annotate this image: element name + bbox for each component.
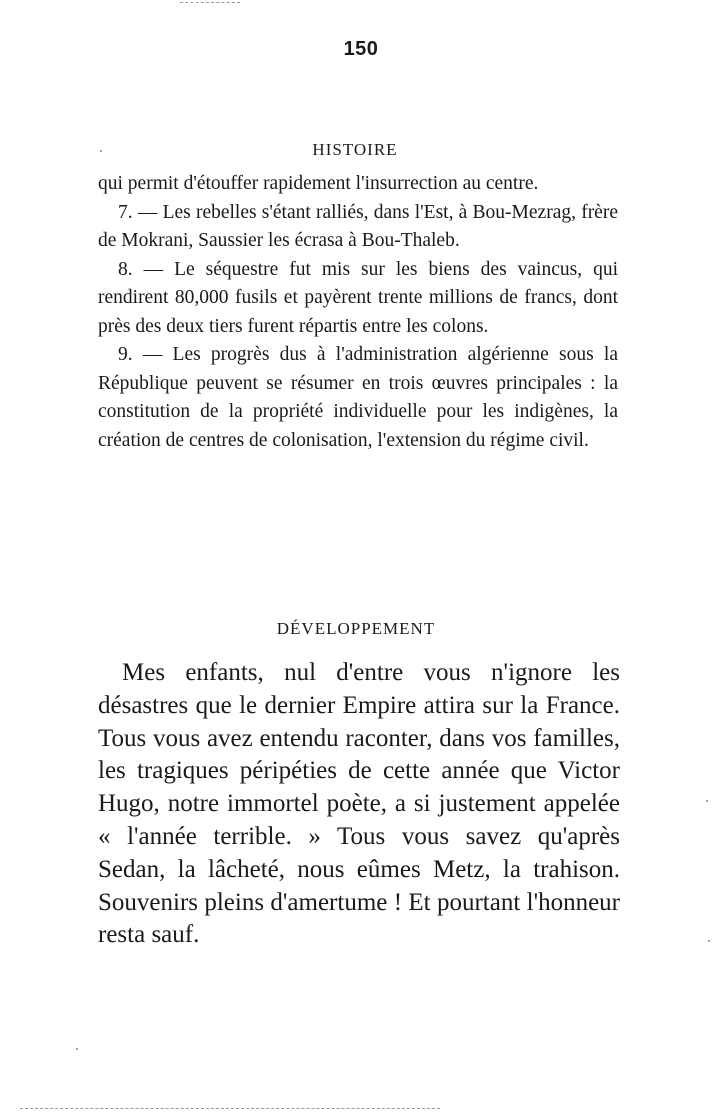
scan-speck bbox=[76, 1048, 78, 1050]
page-number: 150 bbox=[343, 38, 379, 60]
summary-paragraph: qui permit d'étouffer rapidement l'insurrection au centre. bbox=[98, 173, 539, 194]
development-paragraph: Mes enfants, nul d'entre vous n'ignore les désastres que le dernier Empire attira sur la France. Tous vous avez entendu raconter, dans vos familles, les tragiques péripéties de cette année que Victor Hugo, notre immortel poète, a si justement appelée « l'année terrible. » Tous vous savez qu'après Sedan, la lâcheté, nous eûmes Metz, la trahison. Souvenirs pleins d'amertume ! Et pourtant l'honneur resta sauf. bbox=[98, 659, 620, 949]
summary-paragraph: 8. — Le séquestre fut mis sur les biens des vaincus, qui rendirent 80,000 fusils et payèrent trente millions de francs, dont près des deux tiers furent répartis entre les colons. bbox=[98, 258, 618, 337]
summary-paragraph: 7. — Les rebelles s'étant ralliés, dans l'Est, à Bou-Mezrag, frère de Mokrani, Saussier les écrasa à Bou-Thaleb. bbox=[98, 201, 618, 251]
bottom-scan-rule bbox=[20, 1108, 440, 1109]
section-heading: DÉVELOPPEMENT bbox=[276, 619, 436, 638]
scan-speck bbox=[706, 800, 708, 802]
scan-speck bbox=[100, 150, 102, 152]
summary-paragraph: 9. — Les progrès dus à l'administration algérienne sous la République peuvent se résumer en trois œuvres principales : la constitution de la propriété individuelle pour les indigènes, la création de centres de colonisation, l'extension du régime civil. bbox=[98, 344, 618, 451]
running-head: HISTOIRE bbox=[312, 140, 398, 159]
summary-block bbox=[98, 170, 618, 455]
scan-speck bbox=[708, 940, 710, 942]
top-scan-rule bbox=[180, 2, 240, 3]
development-block bbox=[98, 657, 620, 952]
